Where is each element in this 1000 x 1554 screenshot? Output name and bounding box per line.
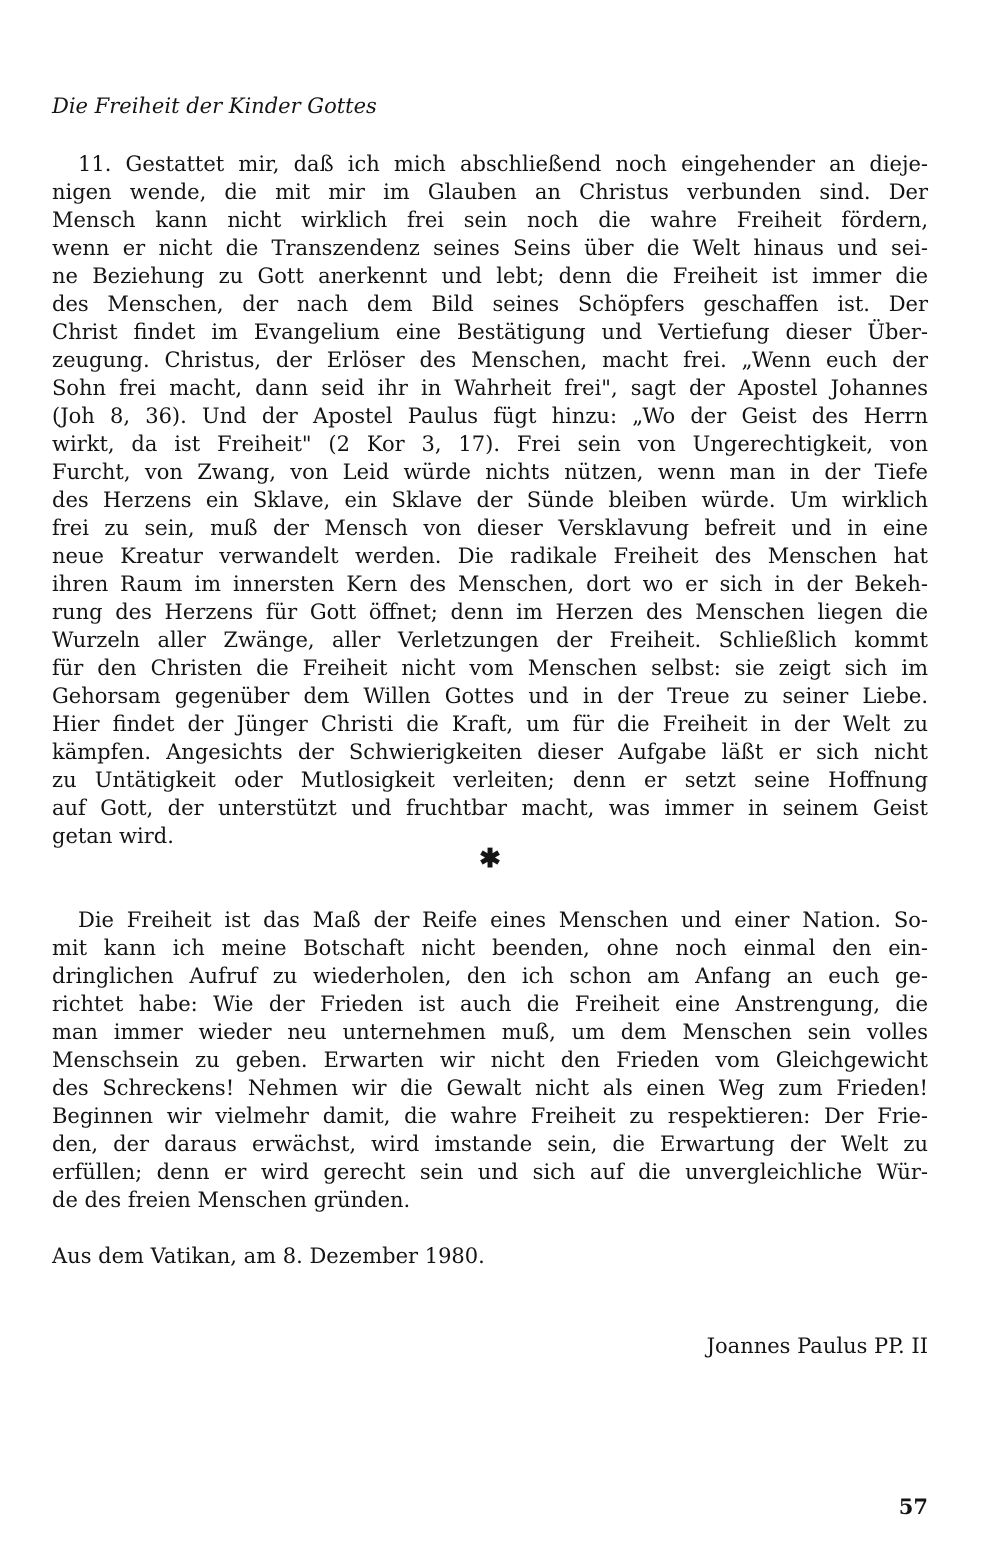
- text-line: rung des Herzens für Gott öffnet; denn im Herzen des Menschen liegen die: [52, 600, 928, 624]
- dateline: Aus dem Vatikan, am 8. Dezember 1980.: [52, 1244, 485, 1268]
- text-line: Hier findet der Jünger Christi die Kraft, um für die Freiheit in der Welt zu: [52, 712, 928, 736]
- asterisk-separator: ✱: [479, 844, 501, 874]
- text-line: für den Christen die Freiheit nicht vom Menschen selbst: sie zeigt sich im: [52, 656, 928, 680]
- text-line: wenn er nicht die Transzendenz seines Seins über die Welt hinaus und sei-: [52, 236, 928, 260]
- section-heading: Die Freiheit der Kinder Gottes: [52, 94, 377, 118]
- text-line: Menschsein zu geben. Erwarten wir nicht den Frieden vom Gleichgewicht: [52, 1048, 928, 1072]
- text-line: auf Gott, der unterstützt und fruchtbar macht, was immer in seinem Geist: [52, 796, 928, 820]
- text-line: Sohn frei macht, dann seid ihr in Wahrheit frei", sagt der Apostel Johannes: [52, 376, 928, 400]
- text-line: ihren Raum im innersten Kern des Menschen, dort wo er sich in der Bekeh-: [52, 572, 928, 596]
- text-line: Die Freiheit ist das Maß der Reife eines Menschen und einer Nation. So-: [78, 908, 928, 932]
- text-line: 11. Gestattet mir, daß ich mich abschließend noch eingehender an dieje-: [78, 152, 928, 176]
- text-line: des Schreckens! Nehmen wir die Gewalt nicht als einen Weg zum Frieden!: [52, 1076, 928, 1100]
- text-line: getan wird.: [52, 824, 174, 848]
- text-line: mit kann ich meine Botschaft nicht beenden, ohne noch einmal den ein-: [52, 936, 928, 960]
- text-line: Mensch kann nicht wirklich frei sein noch die wahre Freiheit fördern,: [52, 208, 928, 232]
- document-page: [52, 0, 928, 1554]
- text-line: nigen wende, die mit mir im Glauben an Christus verbunden sind. Der: [52, 180, 928, 204]
- page-number: 57: [898, 1494, 928, 1519]
- text-line: Furcht, von Zwang, von Leid würde nichts nützen, wenn man in der Tiefe: [52, 460, 928, 484]
- text-line: man immer wieder neu unternehmen muß, um dem Menschen sein volles: [52, 1020, 928, 1044]
- text-line: Christ findet im Evangelium eine Bestätigung und Vertiefung dieser Über-: [52, 320, 928, 344]
- text-line: zeugung. Christus, der Erlöser des Menschen, macht frei. „Wenn euch der: [52, 348, 928, 372]
- text-line: den, der daraus erwächst, wird imstande sein, die Erwartung der Welt zu: [52, 1132, 928, 1156]
- text-line: kämpfen. Angesichts der Schwierigkeiten dieser Aufgabe läßt er sich nicht: [52, 740, 928, 764]
- text-line: zu Untätigkeit oder Mutlosigkeit verleiten; denn er setzt seine Hoffnung: [52, 768, 928, 792]
- text-line: richtet habe: Wie der Frieden ist auch die Freiheit eine Anstrengung, die: [52, 992, 928, 1016]
- text-line: wirkt, da ist Freiheit" (2 Kor 3, 17). Frei sein von Ungerechtigkeit, von: [52, 432, 928, 456]
- text-line: des Menschen, der nach dem Bild seines Schöpfers geschaffen ist. Der: [52, 292, 928, 316]
- text-line: des Herzens ein Sklave, ein Sklave der Sünde bleiben würde. Um wirklich: [52, 488, 928, 512]
- text-line: Wurzeln aller Zwänge, aller Verletzungen der Freiheit. Schließlich kommt: [52, 628, 928, 652]
- text-line: (Joh 8, 36). Und der Apostel Paulus fügt hinzu: „Wo der Geist des Herrn: [52, 404, 928, 428]
- text-line: frei zu sein, muß der Mensch von dieser Versklavung befreit und in eine: [52, 516, 928, 540]
- text-line: dringlichen Aufruf zu wiederholen, den ich schon am Anfang an euch ge-: [52, 964, 928, 988]
- signature: Joannes Paulus PP. II: [706, 1334, 928, 1358]
- text-line: ne Beziehung zu Gott anerkennt und lebt; denn die Freiheit ist immer die: [52, 264, 928, 288]
- text-line: Gehorsam gegenüber dem Willen Gottes und in der Treue zu seiner Liebe.: [52, 684, 928, 708]
- text-line: neue Kreatur verwandelt werden. Die radikale Freiheit des Menschen hat: [52, 544, 928, 568]
- text-line: de des freien Menschen gründen.: [52, 1188, 411, 1212]
- text-line: erfüllen; denn er wird gerecht sein und sich auf die unvergleichliche Wür-: [52, 1160, 928, 1184]
- text-line: Beginnen wir vielmehr damit, die wahre Freiheit zu respektieren: Der Frie-: [52, 1104, 928, 1128]
